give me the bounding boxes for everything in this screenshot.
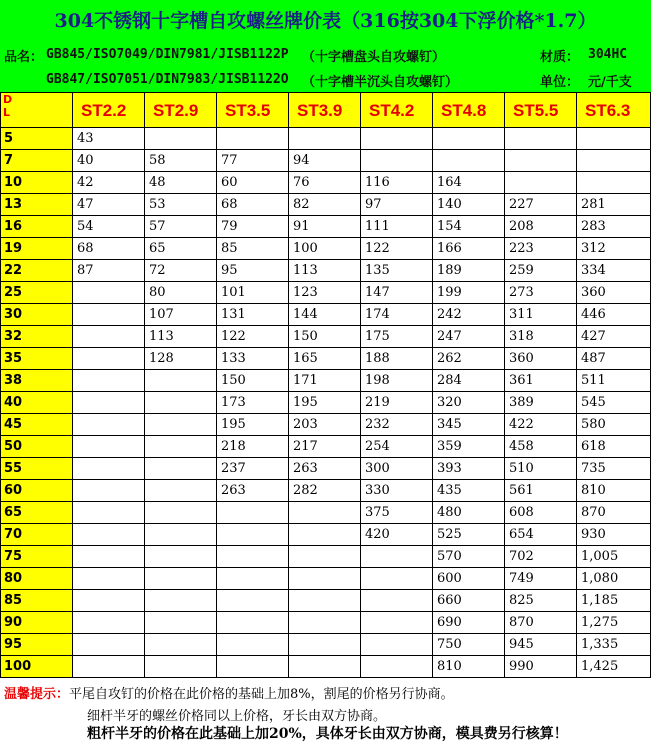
- material-value: 304HC: [588, 47, 628, 62]
- price-cell: 870: [505, 612, 577, 634]
- price-cell: [73, 436, 145, 458]
- length-cell: 55: [1, 458, 73, 480]
- price-cell: [361, 612, 433, 634]
- price-cell: 318: [505, 326, 577, 348]
- price-cell: 166: [433, 238, 505, 260]
- price-cell: [289, 546, 361, 568]
- price-cell: [73, 326, 145, 348]
- price-cell: 58: [145, 150, 217, 172]
- price-cell: 320: [433, 392, 505, 414]
- price-cell: 164: [433, 172, 505, 194]
- price-cell: 60: [217, 172, 289, 194]
- price-cell: 150: [217, 370, 289, 392]
- table-row: [1, 458, 651, 480]
- price-cell: 76: [289, 172, 361, 194]
- length-cell: 35: [1, 348, 73, 370]
- unit-label: 单位：: [540, 75, 580, 90]
- table-row: [1, 172, 651, 194]
- length-cell: 90: [1, 612, 73, 634]
- price-cell: 420: [361, 524, 433, 546]
- length-cell: 25: [1, 282, 73, 304]
- price-cell: [73, 590, 145, 612]
- price-cell: [361, 546, 433, 568]
- length-cell: 13: [1, 194, 73, 216]
- price-cell: [73, 392, 145, 414]
- page-title: 304不锈钢十字槽自攻螺丝牌价表（316按304下浮价格*1.7）: [54, 10, 597, 32]
- price-cell: [145, 392, 217, 414]
- price-cell: 825: [505, 590, 577, 612]
- standard-line-2-desc: （十字槽半沉头自攻螺钉）: [302, 75, 459, 90]
- price-cell: 1,185: [577, 590, 651, 612]
- price-cell: [433, 150, 505, 172]
- table-row: [1, 282, 651, 304]
- price-cell: 330: [361, 480, 433, 502]
- price-cell: 91: [289, 216, 361, 238]
- price-cell: [73, 282, 145, 304]
- table-row: [1, 150, 651, 172]
- price-cell: 175: [361, 326, 433, 348]
- price-cell: 198: [361, 370, 433, 392]
- price-cell: [145, 480, 217, 502]
- price-cell: 735: [577, 458, 651, 480]
- length-cell: 65: [1, 502, 73, 524]
- note-line-3: 粗杆半牙的价格在此基础上加20%，具体牙长由双方协商，模具费另行核算！: [87, 726, 568, 742]
- price-cell: 435: [433, 480, 505, 502]
- price-cell: [73, 480, 145, 502]
- price-cell: 128: [145, 348, 217, 370]
- price-cell: 173: [217, 392, 289, 414]
- length-cell: 10: [1, 172, 73, 194]
- standard-line-1-desc: （十字槽盘头自攻螺钉）: [302, 50, 446, 65]
- table-row: [1, 436, 651, 458]
- length-cell: 19: [1, 238, 73, 260]
- price-cell: 1,080: [577, 568, 651, 590]
- price-cell: 218: [217, 436, 289, 458]
- price-cell: 930: [577, 524, 651, 546]
- length-cell: 95: [1, 634, 73, 656]
- price-cell: [73, 634, 145, 656]
- table-row: [1, 524, 651, 546]
- price-cell: 123: [289, 282, 361, 304]
- price-cell: 72: [145, 260, 217, 282]
- column-header: ST4.8: [433, 93, 505, 128]
- price-cell: 101: [217, 282, 289, 304]
- price-cell: [145, 370, 217, 392]
- price-cell: [505, 150, 577, 172]
- price-cell: 95: [217, 260, 289, 282]
- price-cell: 427: [577, 326, 651, 348]
- price-cell: 122: [217, 326, 289, 348]
- price-cell: 68: [217, 194, 289, 216]
- price-cell: 107: [145, 304, 217, 326]
- price-cell: [505, 172, 577, 194]
- price-cell: 273: [505, 282, 577, 304]
- price-cell: 57: [145, 216, 217, 238]
- price-cell: [73, 502, 145, 524]
- price-cell: 199: [433, 282, 505, 304]
- price-cell: 480: [433, 502, 505, 524]
- price-cell: [145, 502, 217, 524]
- price-cell: 188: [361, 348, 433, 370]
- price-cell: 135: [361, 260, 433, 282]
- price-cell: [145, 414, 217, 436]
- price-cell: 189: [433, 260, 505, 282]
- table-row: [1, 260, 651, 282]
- length-cell: 85: [1, 590, 73, 612]
- length-cell: 30: [1, 304, 73, 326]
- price-cell: [145, 546, 217, 568]
- price-cell: 990: [505, 656, 577, 678]
- price-cell: 618: [577, 436, 651, 458]
- table-row: [1, 194, 651, 216]
- length-cell: 38: [1, 370, 73, 392]
- corner-l: L: [3, 106, 11, 119]
- price-cell: 47: [73, 194, 145, 216]
- price-cell: 131: [217, 304, 289, 326]
- price-cell: [73, 656, 145, 678]
- info-row-2: [0, 68, 651, 92]
- price-cell: [289, 502, 361, 524]
- price-cell: 147: [361, 282, 433, 304]
- table-row: [1, 370, 651, 392]
- price-cell: 281: [577, 194, 651, 216]
- price-cell: [289, 612, 361, 634]
- price-cell: 43: [73, 128, 145, 150]
- unit-value: 元/千支: [588, 75, 632, 90]
- price-cell: 312: [577, 238, 651, 260]
- price-cell: 300: [361, 458, 433, 480]
- price-cell: [145, 612, 217, 634]
- note-1-text: 平尾自攻钉的价格在此价格的基础上加8%，割尾的价格另行协商。: [69, 687, 454, 702]
- price-cell: 608: [505, 502, 577, 524]
- product-label: 品名：: [4, 50, 44, 65]
- price-cell: [217, 568, 289, 590]
- price-cell: [145, 128, 217, 150]
- column-header: ST5.5: [505, 93, 577, 128]
- price-cell: [217, 524, 289, 546]
- price-cell: [217, 656, 289, 678]
- price-cell: 140: [433, 194, 505, 216]
- price-cell: [73, 370, 145, 392]
- column-header: ST2.2: [73, 93, 145, 128]
- price-cell: 702: [505, 546, 577, 568]
- price-cell: 561: [505, 480, 577, 502]
- price-cell: 359: [433, 436, 505, 458]
- price-cell: 283: [577, 216, 651, 238]
- length-cell: 32: [1, 326, 73, 348]
- column-header: ST6.3: [577, 93, 651, 128]
- price-cell: [577, 150, 651, 172]
- price-cell: 360: [505, 348, 577, 370]
- price-cell: 334: [577, 260, 651, 282]
- table-row: [1, 326, 651, 348]
- price-cell: [577, 172, 651, 194]
- table-row: [1, 656, 651, 678]
- price-cell: 208: [505, 216, 577, 238]
- price-cell: 54: [73, 216, 145, 238]
- price-cell: [289, 656, 361, 678]
- column-header: ST2.9: [145, 93, 217, 128]
- price-cell: 68: [73, 238, 145, 260]
- price-cell: 100: [289, 238, 361, 260]
- price-cell: 263: [217, 480, 289, 502]
- table-row: [1, 590, 651, 612]
- table-row: [1, 304, 651, 326]
- price-cell: 154: [433, 216, 505, 238]
- price-cell: [361, 150, 433, 172]
- price-cell: [289, 590, 361, 612]
- price-cell: 219: [361, 392, 433, 414]
- price-cell: 150: [289, 326, 361, 348]
- length-cell: 16: [1, 216, 73, 238]
- length-cell: 60: [1, 480, 73, 502]
- length-cell: 70: [1, 524, 73, 546]
- price-cell: [217, 634, 289, 656]
- price-cell: 690: [433, 612, 505, 634]
- price-cell: [217, 612, 289, 634]
- price-cell: 111: [361, 216, 433, 238]
- price-cell: 87: [73, 260, 145, 282]
- price-cell: 94: [289, 150, 361, 172]
- price-cell: [289, 128, 361, 150]
- length-cell: 22: [1, 260, 73, 282]
- price-cell: [217, 128, 289, 150]
- price-cell: 511: [577, 370, 651, 392]
- price-cell: [289, 568, 361, 590]
- price-cell: 85: [217, 238, 289, 260]
- table-row: [1, 348, 651, 370]
- price-cell: 195: [289, 392, 361, 414]
- length-cell: 45: [1, 414, 73, 436]
- length-cell: 50: [1, 436, 73, 458]
- price-cell: 195: [217, 414, 289, 436]
- price-cell: [505, 128, 577, 150]
- price-cell: 133: [217, 348, 289, 370]
- table-row: [1, 612, 651, 634]
- price-cell: [145, 568, 217, 590]
- table-row: [1, 216, 651, 238]
- table-row: [1, 392, 651, 414]
- price-cell: 77: [217, 150, 289, 172]
- column-header: ST4.2: [361, 93, 433, 128]
- table-row: [1, 634, 651, 656]
- price-cell: 165: [289, 348, 361, 370]
- price-cell: [289, 634, 361, 656]
- price-cell: 97: [361, 194, 433, 216]
- price-cell: 79: [217, 216, 289, 238]
- price-cell: 113: [289, 260, 361, 282]
- price-cell: [433, 128, 505, 150]
- price-cell: 570: [433, 546, 505, 568]
- note-line-2: 细杆半牙的螺丝价格同以上价格，牙长由双方协商。: [87, 709, 387, 724]
- standard-line-2: GB847/ISO7051/DIN7983/JISB1122O: [46, 72, 289, 87]
- price-cell: [361, 634, 433, 656]
- price-cell: 389: [505, 392, 577, 414]
- price-cell: 360: [577, 282, 651, 304]
- price-cell: [217, 502, 289, 524]
- price-cell: 446: [577, 304, 651, 326]
- price-cell: 116: [361, 172, 433, 194]
- price-cell: [289, 524, 361, 546]
- price-cell: 284: [433, 370, 505, 392]
- price-cell: [145, 436, 217, 458]
- price-cell: [145, 524, 217, 546]
- price-cell: 510: [505, 458, 577, 480]
- price-table-body: [1, 93, 651, 678]
- price-cell: 654: [505, 524, 577, 546]
- price-cell: 1,335: [577, 634, 651, 656]
- standard-line-1: GB845/ISO7049/DIN7981/JISB1122P: [46, 47, 289, 62]
- price-cell: 65: [145, 238, 217, 260]
- price-cell: 48: [145, 172, 217, 194]
- price-cell: [73, 612, 145, 634]
- info-row-1: [0, 40, 651, 68]
- price-cell: 422: [505, 414, 577, 436]
- table-row: [1, 546, 651, 568]
- price-cell: [145, 656, 217, 678]
- price-cell: 525: [433, 524, 505, 546]
- column-header: ST3.9: [289, 93, 361, 128]
- price-cell: [73, 568, 145, 590]
- material-label: 材质：: [540, 50, 580, 65]
- price-cell: 113: [145, 326, 217, 348]
- title-bar: [0, 0, 651, 40]
- price-cell: 259: [505, 260, 577, 282]
- price-cell: 174: [361, 304, 433, 326]
- table-row: [1, 502, 651, 524]
- price-cell: 361: [505, 370, 577, 392]
- price-cell: 311: [505, 304, 577, 326]
- price-cell: [145, 458, 217, 480]
- price-cell: 171: [289, 370, 361, 392]
- price-cell: 545: [577, 392, 651, 414]
- price-cell: 203: [289, 414, 361, 436]
- price-cell: 810: [577, 480, 651, 502]
- price-cell: 660: [433, 590, 505, 612]
- price-cell: 223: [505, 238, 577, 260]
- price-cell: [361, 590, 433, 612]
- length-cell: 75: [1, 546, 73, 568]
- price-cell: [73, 414, 145, 436]
- price-cell: [73, 546, 145, 568]
- price-cell: 870: [577, 502, 651, 524]
- price-cell: 82: [289, 194, 361, 216]
- price-cell: [361, 656, 433, 678]
- price-cell: [73, 458, 145, 480]
- price-cell: [577, 128, 651, 150]
- price-cell: [73, 348, 145, 370]
- price-cell: 242: [433, 304, 505, 326]
- table-row: [1, 568, 651, 590]
- table-row: [1, 414, 651, 436]
- price-cell: [73, 524, 145, 546]
- price-cell: 487: [577, 348, 651, 370]
- price-cell: [217, 590, 289, 612]
- price-cell: 1,425: [577, 656, 651, 678]
- price-cell: 262: [433, 348, 505, 370]
- price-cell: 254: [361, 436, 433, 458]
- price-cell: 263: [289, 458, 361, 480]
- price-cell: 580: [577, 414, 651, 436]
- price-cell: 1,005: [577, 546, 651, 568]
- price-cell: [361, 128, 433, 150]
- price-cell: 282: [289, 480, 361, 502]
- price-cell: [73, 304, 145, 326]
- table-row: [1, 128, 651, 150]
- price-cell: 227: [505, 194, 577, 216]
- column-header: ST3.5: [217, 93, 289, 128]
- price-cell: 600: [433, 568, 505, 590]
- price-cell: 232: [361, 414, 433, 436]
- price-cell: [217, 546, 289, 568]
- corner-d: D: [3, 93, 13, 106]
- table-row: [1, 480, 651, 502]
- price-cell: 945: [505, 634, 577, 656]
- price-cell: 375: [361, 502, 433, 524]
- price-cell: 345: [433, 414, 505, 436]
- price-cell: [145, 634, 217, 656]
- price-cell: 750: [433, 634, 505, 656]
- header-row: [1, 93, 651, 128]
- price-cell: 42: [73, 172, 145, 194]
- price-cell: 53: [145, 194, 217, 216]
- table-row: [1, 238, 651, 260]
- price-cell: 237: [217, 458, 289, 480]
- corner-cell: [1, 93, 73, 128]
- price-cell: 393: [433, 458, 505, 480]
- price-cell: 749: [505, 568, 577, 590]
- length-cell: 100: [1, 656, 73, 678]
- price-cell: 247: [433, 326, 505, 348]
- length-cell: 80: [1, 568, 73, 590]
- price-cell: 458: [505, 436, 577, 458]
- price-cell: 217: [289, 436, 361, 458]
- price-cell: 144: [289, 304, 361, 326]
- tip-label: 温馨提示：: [4, 687, 70, 702]
- length-cell: 5: [1, 128, 73, 150]
- price-cell: [145, 590, 217, 612]
- price-cell: 122: [361, 238, 433, 260]
- price-table: [0, 92, 651, 678]
- price-cell: 40: [73, 150, 145, 172]
- price-cell: 810: [433, 656, 505, 678]
- price-cell: 1,275: [577, 612, 651, 634]
- note-line-1: [4, 683, 454, 702]
- length-cell: 40: [1, 392, 73, 414]
- price-cell: [361, 568, 433, 590]
- length-cell: 7: [1, 150, 73, 172]
- price-cell: 80: [145, 282, 217, 304]
